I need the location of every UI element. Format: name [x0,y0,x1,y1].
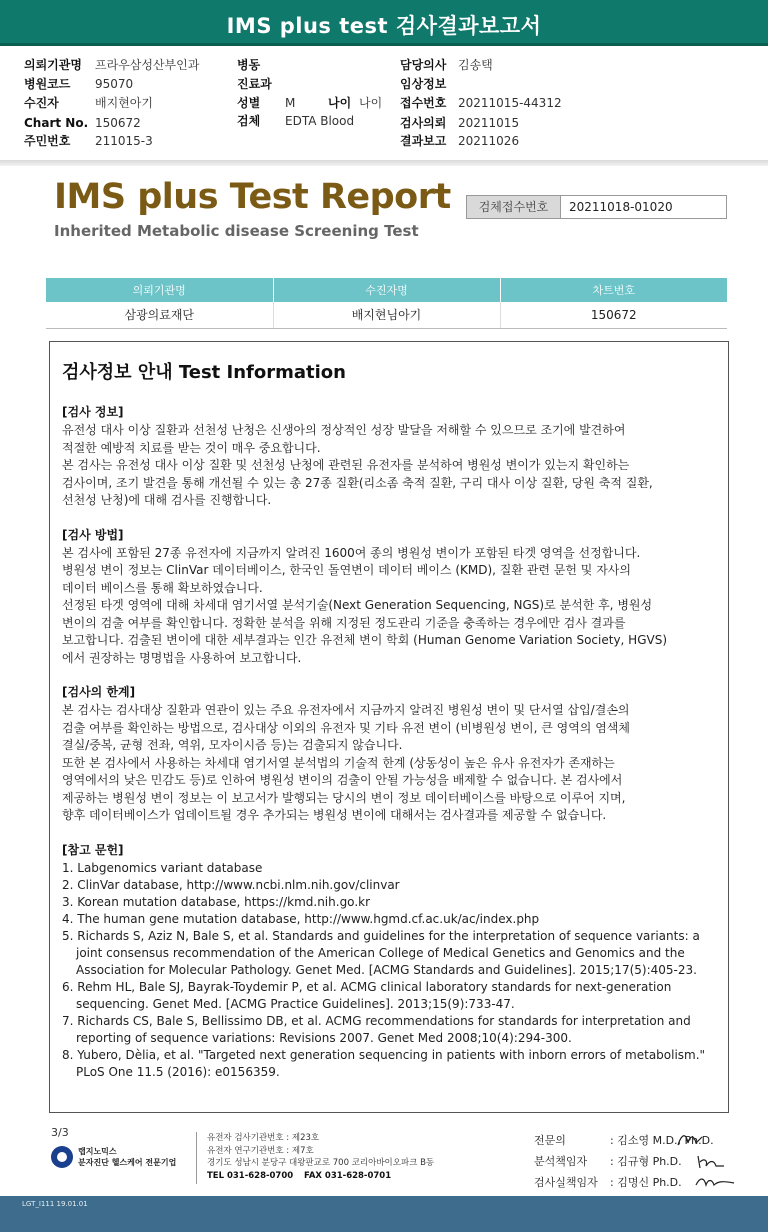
signer-row [534,1130,714,1151]
section-line: 영역에서의 낮은 민감도 등)로 인하여 병원성 변이의 검출이 안될 가능성을 배제할 수 없습니다. 본 검사에서 [62,773,623,787]
company-logo [51,1144,201,1170]
hospital-code-value: 95070 [95,77,134,91]
hospital-code-label: 병원코드 [24,77,71,91]
sex-label: 성별 [237,96,261,110]
signer-row [534,1172,714,1193]
section-line: 검출 여부를 확인하는 방법으로, 검사대상 이외의 유전자 및 기타 유전 변이 (비병원성 변이, 큰 영역의 염색체 [62,720,630,735]
section-line: 향후 데이터베이스가 업데이트될 경우 추가되는 병원성 변이에 대해서는 검사결과를 제공할 수 없습니다. [62,808,607,822]
section-line: 변이의 검출 여부를 확인합니다. 정확한 분석을 위해 지정된 정도관리 기준을 충족하는 경우에만 검사 결과를 [62,615,626,630]
request-date-label: 검사의뢰 [400,116,447,130]
clinical-info-label: 임상정보 [400,77,447,91]
receipt-no-value: 20211015-44312 [458,96,562,110]
lab-tel: TEL 031-628-0700 [207,1170,294,1181]
lab-info [207,1132,434,1182]
report-title: IMS plus Test Report [54,177,451,217]
lab-license-2: 유전자 연구기관번호 : 제7호 [207,1145,314,1156]
specimen-label: 검체 [237,114,261,128]
info-section [62,527,718,668]
table-header-cell: 차트번호 [500,278,727,302]
form-code: LGT_I111 19.01.01 [22,1200,88,1208]
receipt-no-label: 접수번호 [400,96,447,110]
table-cell: 삼광의료재단 [46,302,273,328]
signer-name: : 김소영 M.D., Ph.D. [610,1134,714,1147]
age-label: 나이 [328,96,352,110]
list-item: 8. Yubero, Dèlia, et al. "Targeted next generation sequencing in patients with inborn errors of metabolism." PLoS One 11.5 (2016): e0156359. [62,1047,706,1079]
section-line: 유전성 대사 이상 질환과 선천성 난청은 신생아의 정상적인 성장 발달을 저해할 수 있으므로 조기에 발견하여 [62,423,626,437]
section-line: 본 검사에 포함된 27종 유전자에 지금까지 알려진 1600여 종의 병원성 변이가 포함된 타겟 영역을 선정합니다. [62,545,641,560]
section-line: 검사이며, 조기 발견을 통해 개선될 수 있는 총 27종 질환(리소좀 축적 질환, 구리 대사 이상 질환, 당원 축적 질환, [62,475,653,490]
section-line: 적절한 예방적 치료를 받는 것이 매우 중요합니다. [62,440,321,455]
logo-line-1: 랩지노믹스 [78,1147,117,1156]
resident-no-value: 211015-3 [95,134,153,148]
signer-name: : 김규형 Ph.D. [610,1155,682,1168]
signer-row [534,1151,714,1172]
patient-table-header [46,278,727,302]
footer-divider [196,1132,197,1184]
signature-icon [694,1173,738,1191]
signature-icon [694,1152,738,1170]
section-line: 또한 본 검사에서 사용하는 차세대 염기서열 분석법의 기술적 한계 (상동성이 높은 유사 유전자가 존재하는 [62,755,615,770]
list-item: 4. The human gene mutation database, http://www.hgmd.cf.ac.uk/ac/index.php [62,911,540,926]
chart-no-label: Chart No. [24,116,89,130]
section-title: [참고 문헌] [62,842,124,857]
info-section [62,404,718,510]
test-information-box [49,341,729,1113]
page-number: 3/3 [51,1126,69,1139]
section-title: [검사의 한계] [62,685,136,699]
table-cell: 150672 [500,302,727,328]
signature-icon [674,1131,718,1149]
lab-fax: FAX 031-628-0701 [304,1170,392,1181]
table-row [46,302,727,328]
sex-value: M [285,96,296,110]
signer-name: : 김명신 Ph.D. [610,1176,682,1189]
logo-line-2: 분자진단 헬스케어 전문기업 [78,1158,177,1167]
doctor-value: 김송택 [458,58,493,72]
banner-title: IMS plus test 검사결과보고서 [226,14,542,38]
patient-table [46,278,727,329]
table-header-cell: 의뢰기관명 [46,278,273,302]
resident-no-label: 주민번호 [24,134,71,148]
header-divider [0,160,768,166]
info-section [62,684,718,825]
reference-list [62,860,718,1081]
logo-mark-icon [51,1146,73,1168]
table-header-cell: 수진자명 [273,278,500,302]
signer-role: 분석책임자 [534,1155,588,1168]
section-line: 선정된 타겟 영역에 대해 차세대 염기서열 분석기술(Next Generation Sequencing, NGS)로 분석한 후, 병원성 [62,598,653,612]
request-date-value: 20211015 [458,116,520,130]
lab-license-1: 유전자 검사기관번호 : 제23호 [207,1133,320,1143]
references-section [62,842,718,1081]
specimen-receipt-label: 검체접수번호 [467,196,561,218]
section-line: 제공하는 병원성 변이 정보는 이 보고서가 발행되는 당시의 변이 정보 데이터베이스를 바탕으로 이루어 지며, [62,790,626,805]
section-line: 선천성 난청)에 대해 검사를 진행합니다. [62,493,272,507]
age-value: 나이 [359,96,383,110]
info-heading: 검사정보 안내 Test Information [62,362,346,383]
list-item: 3. Korean mutation database, https://kmd.nih.go.kr [62,894,371,909]
doctor-label: 담당의사 [400,58,447,72]
institution-value: 프라우삼성산부인과 [95,58,200,72]
section-line: 보고합니다. 검출된 변이에 대한 세부결과는 인간 유전체 변이 학회 (Human Genome Variation Society, HGVS) [62,633,668,647]
list-item: 5. Richards S, Aziz N, Bale S, et al. Standards and guidelines for the interpretation of sequence variants: a joint consensus recommendation of the American College of Medical Genetics and Genomics and the Association for Molecular Pathology. Genet Med. [ACMG Standards and Guidelines]. 2015;17(5):405-23. [62,928,700,977]
report-subtitle: Inherited Metabolic disease Screening Test [54,222,419,240]
specimen-receipt-box [466,195,727,219]
table-cell: 배지현님아기 [273,302,500,328]
institution-label: 의뢰기관명 [24,58,82,72]
signer-role: 전문의 [534,1134,566,1147]
list-item: 7. Richards CS, Bale S, Bellissimo DB, et al. ACMG recommendations for standards for interpretation and reporting of sequence variations: Revisions 2007. Genet Med 2008;10(4):294-300. [62,1013,691,1045]
bottom-bar [0,1196,768,1232]
report-banner [0,0,768,46]
page-footer [0,1122,768,1196]
section-line: 결실/중복, 균형 전좌, 역위, 모자이시즘 등)는 검출되지 않습니다. [62,738,403,752]
section-line: 본 검사는 검사대상 질환과 연관이 있는 주요 유전자에서 지금까지 알려진 병원성 변이 및 단서열 삽입/결손의 [62,703,630,717]
examinee-value: 배지현아기 [95,96,153,110]
section-line: 에서 권장하는 명명법을 사용하여 보고합니다. [62,650,302,665]
lab-contact [207,1170,434,1183]
list-item: 6. Rehm HL, Bale SJ, Bayrak-Toydemir P, et al. ACMG clinical laboratory standards for next-generation sequencing. Genet Med. [ACMG Practice Guidelines]. 2013;15(9):733-47. [62,979,672,1011]
specimen-receipt-value: 20211018-01020 [569,200,673,214]
report-date-value: 20211026 [458,134,520,148]
specimen-value: EDTA Blood [285,114,355,128]
department-label: 진료과 [237,77,272,91]
examinee-label: 수진자 [24,96,59,110]
list-item: 1. Labgenomics variant database [62,860,263,875]
list-item: 2. ClinVar database, http://www.ncbi.nlm.nih.gov/clinvar [62,877,400,892]
report-date-label: 결과보고 [400,134,447,148]
section-line: 데이터 베이스를 통해 확보하였습니다. [62,580,263,595]
section-line: 병원성 변이 정보는 ClinVar 데이터베이스, 한국인 돌연변이 데이터 베이스 (KMD), 질환 관련 문헌 및 자사의 [62,563,631,577]
lab-address: 경기도 성남시 분당구 대왕판교로 700 코리아바이오파크 B동 [207,1158,435,1168]
section-title: [검사 정보] [62,405,124,419]
ward-label: 병동 [237,58,261,72]
section-line: 본 검사는 유전성 대사 이상 질환 및 선천성 난청에 관련된 유전자를 분석하여 병원성 변이가 있는지 확인하는 [62,458,630,472]
chart-no-value: 150672 [95,116,141,130]
signatories [534,1130,714,1193]
signer-role: 검사실책임자 [534,1176,598,1189]
section-title: [검사 방법] [62,527,124,542]
